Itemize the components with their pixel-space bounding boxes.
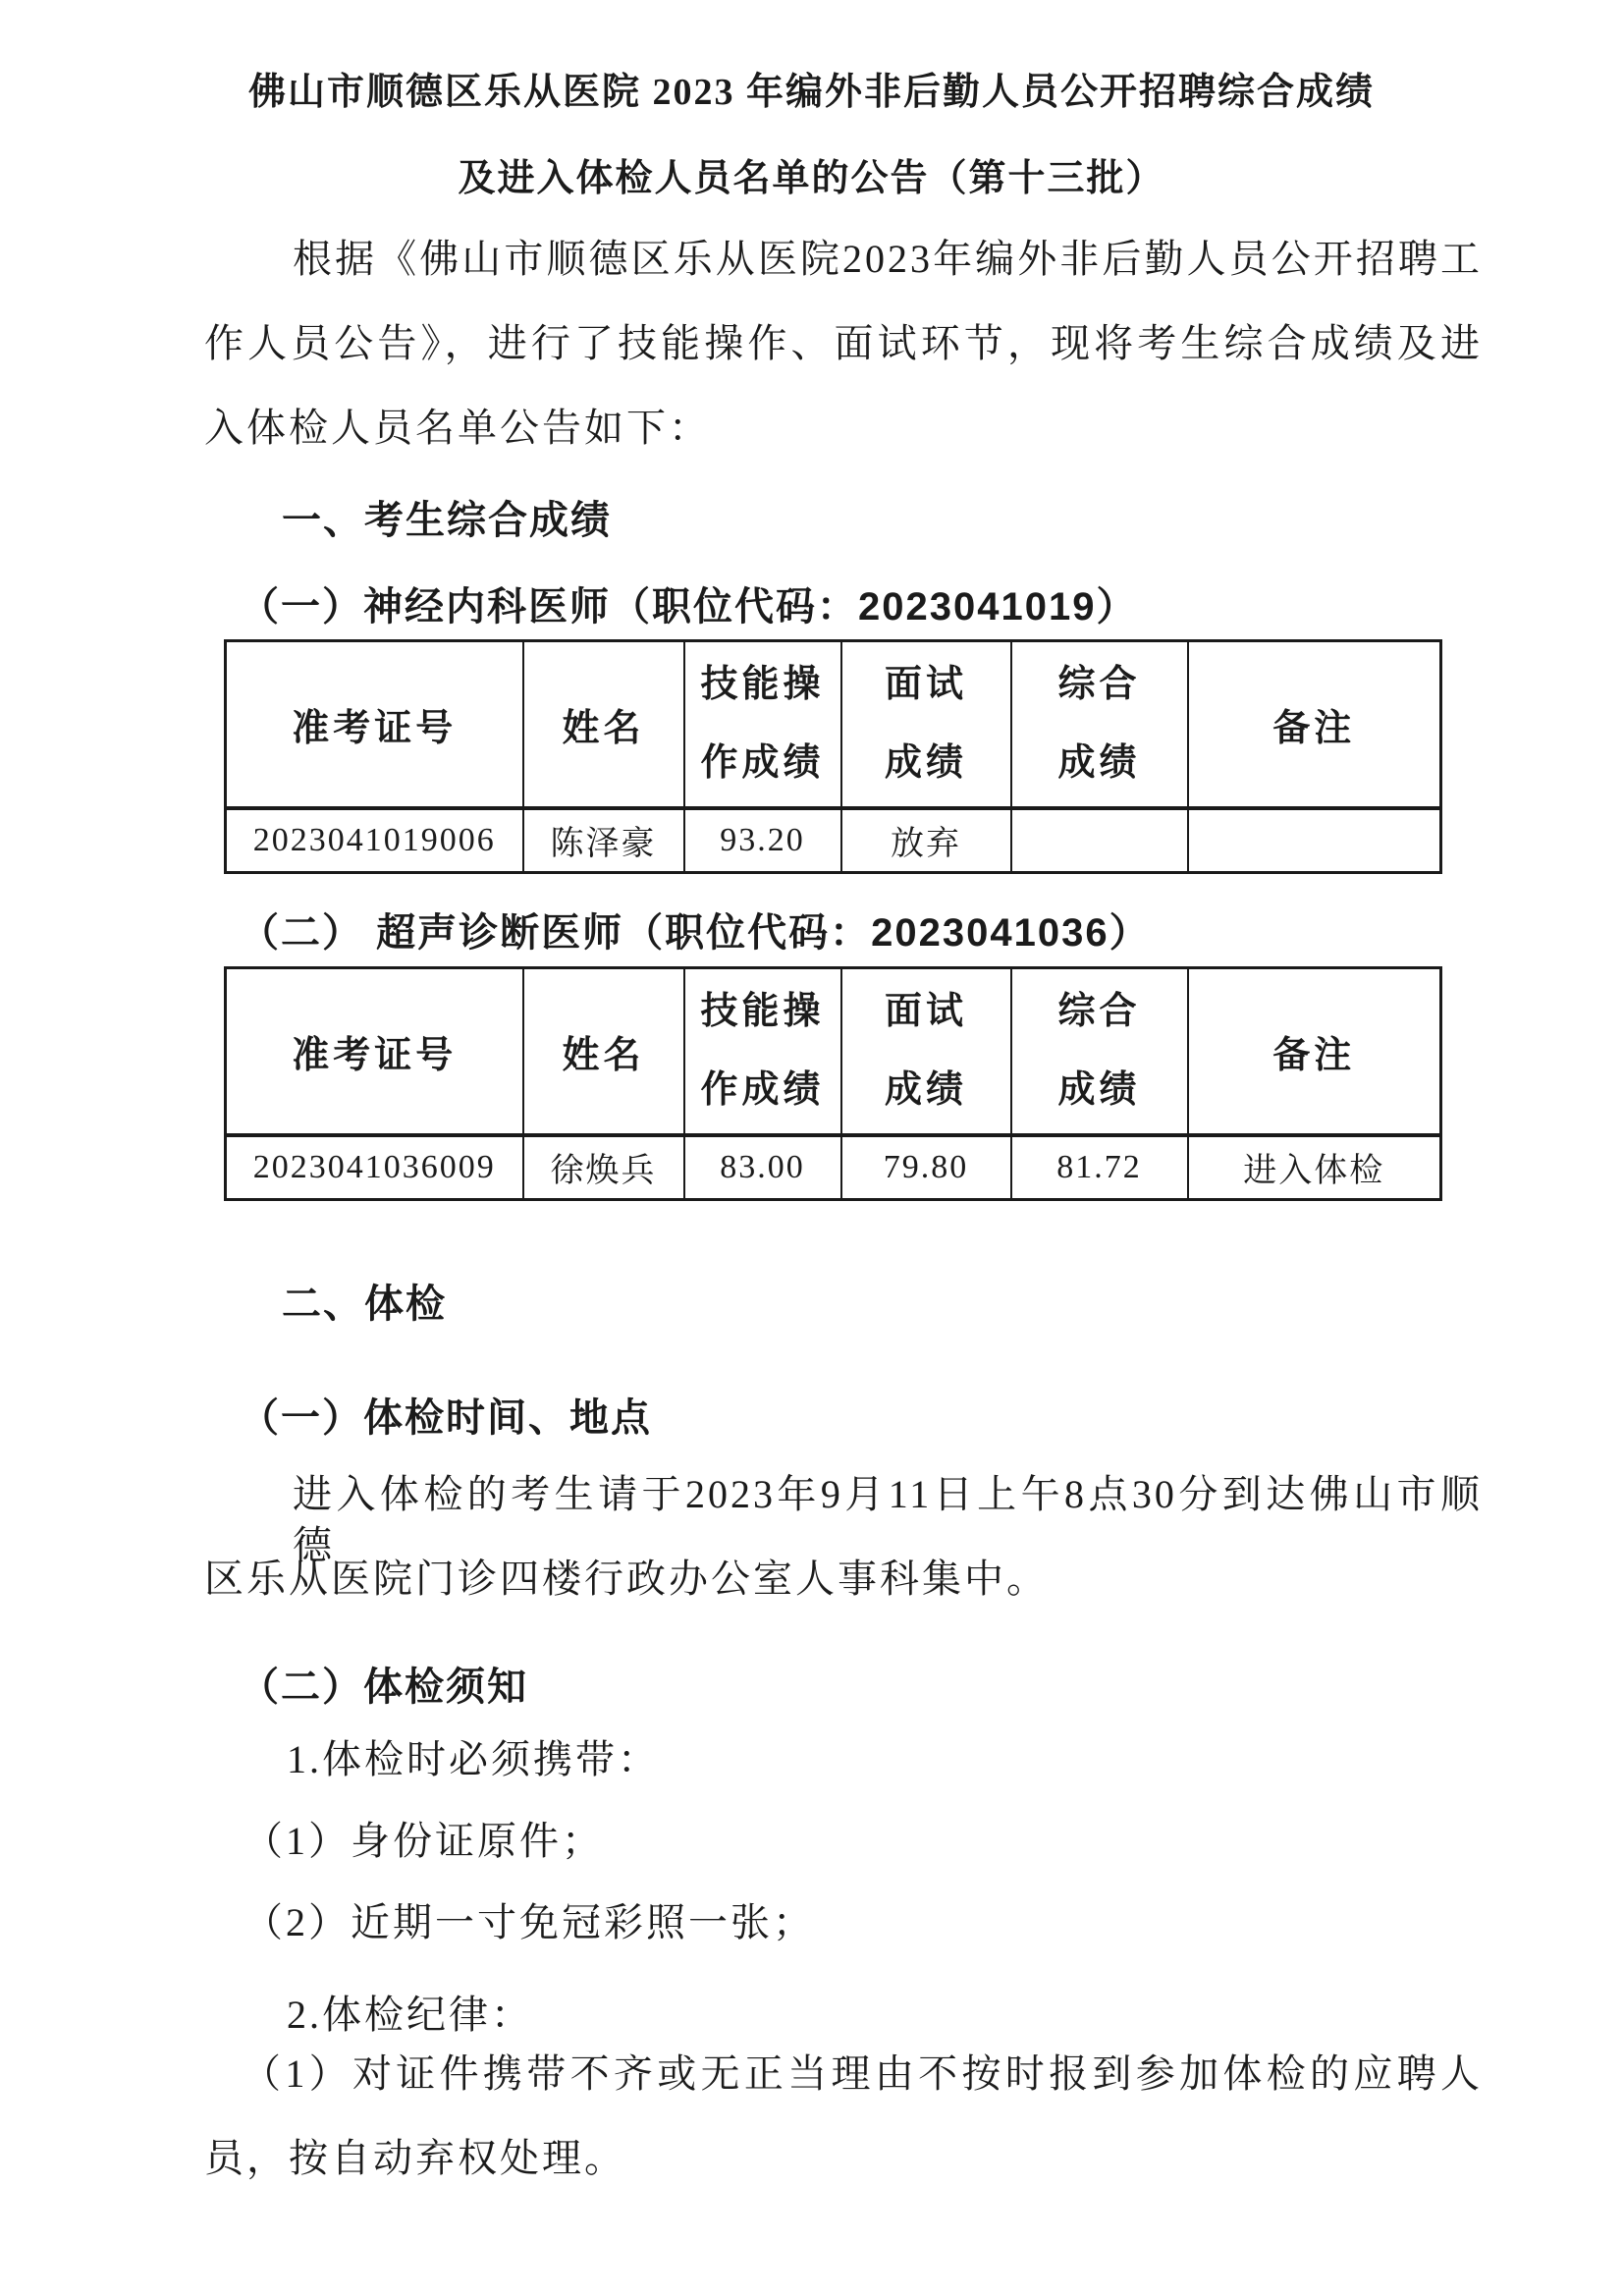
section2-sub2-heading: （二）体检须知 [240,1666,528,1709]
header-overall-line1: 综合 [1057,664,1141,706]
header-interview-line1: 面试 [884,664,967,706]
intro-line-2: 作人员公告》，进行了技能操作、面试环节，现将考生综合成绩及进 [204,321,1483,365]
cell-name: 徐焕兵 [523,1135,684,1200]
header-cell-overall [1011,641,1188,808]
table-row [226,1135,1441,1200]
notice-item-2-1-line2: 员，按自动弃权处理。 [204,2136,626,2180]
notice-item-1-1: （1）身份证原件； [243,1819,604,1863]
header-cell-name: 姓名 [523,968,684,1135]
notice-item-2: 2.体检纪律： [287,1993,533,2037]
header-overall-line2: 成绩 [1057,1069,1141,1112]
header-skill-line2: 作成绩 [700,1069,825,1112]
header-cell-exam-no: 准考证号 [226,641,523,808]
header-cell-interview [841,968,1011,1135]
header-skill-line2: 作成绩 [700,742,825,785]
section2-heading: 二、体检 [282,1283,447,1326]
cell-remark: 进入体检 [1188,1135,1441,1200]
physical-exam-line-1: 进入体检的考生请于2023年9月11日上午8点30分到达佛山市顺德 [293,1472,1483,1567]
table-header-row [226,968,1441,1135]
document-title-line1: 佛山市顺德区乐从医院 2023 年编外非后勤人员公开招聘综合成绩 [247,72,1375,113]
header-interview-line2: 成绩 [884,742,967,785]
header-cell-remark: 备注 [1188,641,1441,808]
job1-heading: （一）神经内科医师（职位代码：2023041019） [240,585,1138,629]
header-cell-remark: 备注 [1188,968,1441,1135]
header-cell-name: 姓名 [523,641,684,808]
cell-overall-score [1011,808,1188,873]
cell-overall-score: 81.72 [1011,1135,1188,1200]
table-header-row [226,641,1441,808]
header-skill-line1: 技能操 [700,664,825,706]
cell-interview-score: 放弃 [841,808,1011,873]
header-cell-overall [1011,968,1188,1135]
notice-item-1: 1.体检时必须携带： [287,1737,660,1781]
score-table-ultrasound [224,966,1442,1201]
cell-skill-score: 93.20 [684,808,841,873]
cell-skill-score: 83.00 [684,1135,841,1200]
header-interview-line2: 成绩 [884,1069,967,1112]
cell-interview-score: 79.80 [841,1135,1011,1200]
section1-heading: 一、考生综合成绩 [282,499,612,542]
job2-heading: （二） 超声诊断医师（职位代码：2023041036） [240,911,1151,955]
section2-sub1-heading: （一）体检时间、地点 [240,1396,652,1440]
table-row [226,808,1441,873]
cell-name: 陈泽豪 [523,808,684,873]
document-title-line2: 及进入体检人员名单的公告（第十三批） [458,158,1165,199]
physical-exam-line-2: 区乐从医院门诊四楼行政办公室人事科集中。 [204,1557,1049,1601]
header-cell-skill [684,641,841,808]
header-cell-skill [684,968,841,1135]
notice-item-2-1-line1: （1）对证件携带不齐或无正当理由不按时报到参加体检的应聘人 [242,2051,1483,2096]
cell-exam-no: 2023041019006 [226,808,523,873]
notice-item-1-2: （2）近期一寸免冠彩照一张； [243,1900,815,1944]
physical-exam-paragraph [204,1469,1483,1638]
header-cell-interview [841,641,1011,808]
header-interview-line1: 面试 [884,991,967,1033]
header-overall-line1: 综合 [1057,991,1141,1033]
intro-line-3: 入体检人员名单公告如下： [204,406,711,450]
intro-paragraph [204,234,1483,487]
header-overall-line2: 成绩 [1057,742,1141,785]
score-table-neurology [224,639,1442,874]
header-skill-line1: 技能操 [700,991,825,1033]
cell-remark [1188,808,1441,873]
cell-exam-no: 2023041036009 [226,1135,523,1200]
notice-item-2-1-paragraph [204,2049,1483,2217]
intro-line-1: 根据《佛山市顺德区乐从医院2023年编外非后勤人员公开招聘工 [293,237,1483,281]
header-cell-exam-no: 准考证号 [226,968,523,1135]
